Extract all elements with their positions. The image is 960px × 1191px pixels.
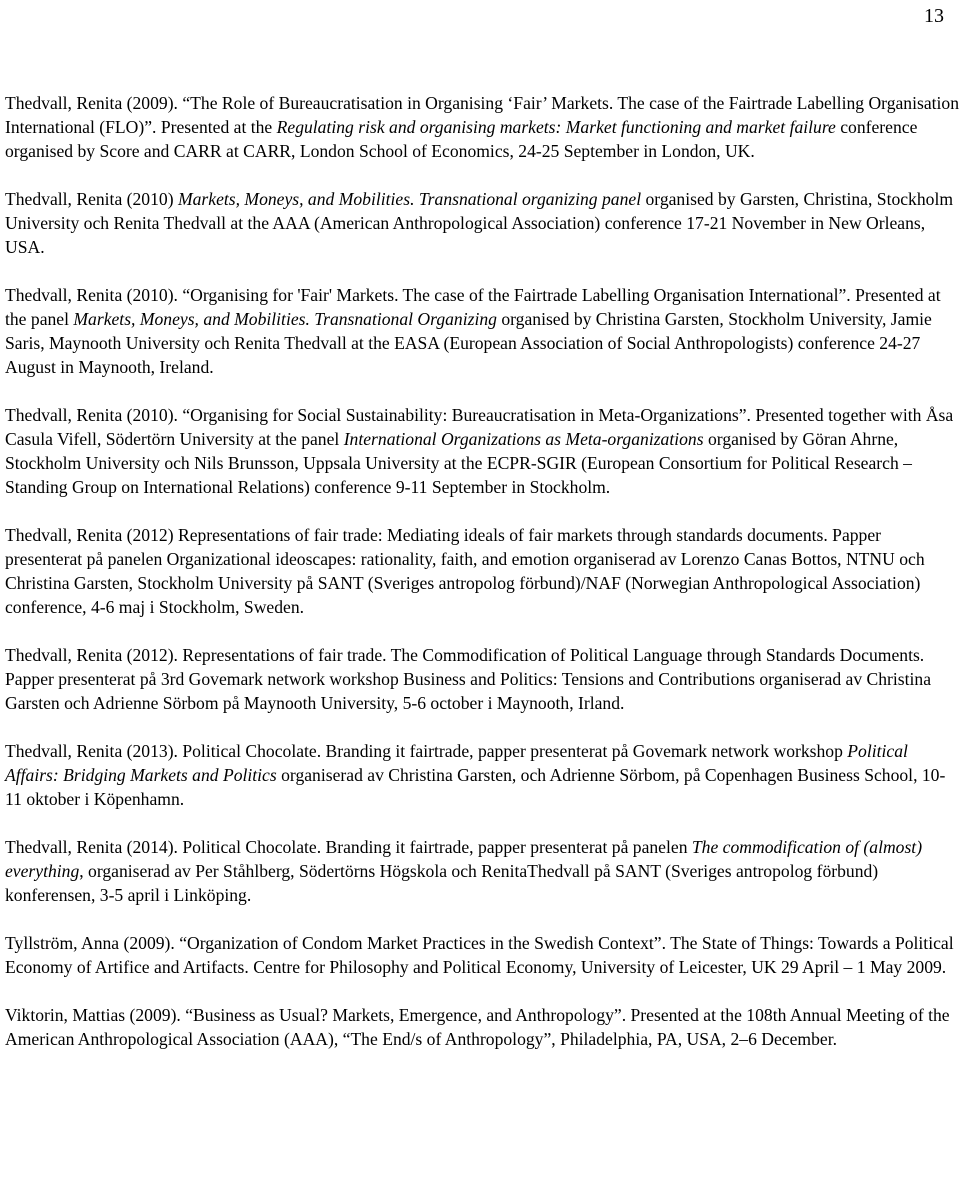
reference-entry: [5, 523, 960, 619]
reference-entry: [5, 835, 960, 907]
reference-italic-text: Political Affairs: Bridging Markets and Politics: [5, 741, 908, 785]
reference-text: Thedvall, Renita (2010): [5, 189, 178, 209]
reference-entry: [5, 931, 960, 979]
reference-text: organiserad av Christina Garsten, och Adrienne Sörbom, på Copenhagen Business School, 10-11 oktober i Köpenhamn.: [5, 765, 946, 809]
reference-text: Tyllström, Anna (2009). “Organization of Condom Market Practices in the Swedish Context”. The State of Things: Towards a Political Economy of Artifice and Artifacts. Centre for Philosophy and Political Economy, University of Leicester, UK 29 April – 1 May 2009.: [5, 933, 954, 977]
reference-text: Thedvall, Renita (2014). Political Chocolate. Branding it fairtrade, papper presenterat på panelen: [5, 837, 692, 857]
reference-text: conference organised by Score and CARR at CARR, London School of Economics, 24-25 September in London, UK.: [5, 117, 918, 161]
reference-text: Thedvall, Renita (2013). Political Chocolate. Branding it fairtrade, papper presenterat på Govemark network workshop: [5, 741, 848, 761]
reference-italic-text: Markets, Moneys, and Mobilities. Transnational organizing panel: [177, 189, 642, 209]
reference-entry: [5, 403, 960, 499]
reference-entry: [5, 283, 960, 379]
reference-entry: [5, 1003, 960, 1051]
reference-text: organised by Garsten, Christina, Stockholm University och Renita Thedvall at the AAA (American Anthropological Association) conference 17-21 November in New Orleans, USA.: [5, 189, 954, 257]
reference-text: Thedvall, Renita (2010). “Organising for Social Sustainability: Bureaucratisation in Meta-Organizations”. Presented together with Åsa Casula Vifell, Södertörn University at the panel: [5, 405, 954, 449]
reference-italic-text: The commodification of (almost) everything: [5, 837, 923, 881]
reference-italic-text: Regulating risk and organising markets: Market functioning and market failure: [276, 117, 836, 137]
reference-italic-text: International Organizations as Meta-organizations: [343, 429, 704, 449]
reference-text: Thedvall, Renita (2012). Representations of fair trade. The Commodification of Political Language through Standards Documents. Papper presenterat på 3rd Govemark network workshop Business and Politics: Tensions and Contributions organiserad av Christina Garsten och Adrienne Sörbom på Maynooth University, 5-6 october i Maynooth, Irland.: [5, 645, 932, 713]
reference-text: , organiserad av Per Ståhlberg, Södertörns Högskola och RenitaThedvall på SANT (Sveriges antropolog förbund) konferensen, 3-5 april i Linköping.: [5, 861, 879, 905]
reference-text: Thedvall, Renita (2012) Representations of fair trade: Mediating ideals of fair markets through standards documents. Papper presenterat på panelen Organizational ideoscapes: rationality, faith, and emotion organiserad av Lorenzo Canas Bottos, NTNU och Christina Garsten, Stockholm University på SANT (Sveriges antropolog förbund)/NAF (Norwegian Anthropological Association) conference, 4-6 maj i Stockholm, Sweden.: [5, 525, 925, 617]
reference-entry: [5, 739, 960, 811]
reference-entry: [5, 643, 960, 715]
reference-entry: [5, 91, 960, 163]
reference-text: Viktorin, Mattias (2009). “Business as Usual? Markets, Emergence, and Anthropology”. Presented at the 108th Annual Meeting of the American Anthropological Association (AAA), “The End/s of Anthropology”, Philadelphia, PA, USA, 2–6 December.: [5, 1005, 950, 1049]
reference-text: Thedvall, Renita (2009). “The Role of Bureaucratisation in Organising ‘Fair’ Markets. The case of the Fairtrade Labelling Organisation International (FLO)”. Presented at the: [5, 93, 960, 137]
reference-text: organised by Christina Garsten, Stockholm University, Jamie Saris, Maynooth University och Renita Thedvall at the EASA (European Association of Social Anthropologists) conference 24-27 August in Maynooth, Ireland.: [5, 309, 932, 377]
reference-entry: [5, 187, 960, 259]
reference-text: organised by Göran Ahrne, Stockholm University och Nils Brunsson, Uppsala University at the ECPR-SGIR (European Consortium for Political Research – Standing Group on International Relations) conference 9-11 September in Stockholm.: [5, 429, 912, 497]
page-number: 13: [924, 5, 944, 27]
reference-text: Thedvall, Renita (2010). “Organising for 'Fair' Markets. The case of the Fairtrade Labelling Organisation International”. Presented at the panel: [5, 285, 941, 329]
reference-italic-text: Markets, Moneys, and Mobilities. Transnational Organizing: [73, 309, 497, 329]
reference-list: [5, 91, 960, 1075]
